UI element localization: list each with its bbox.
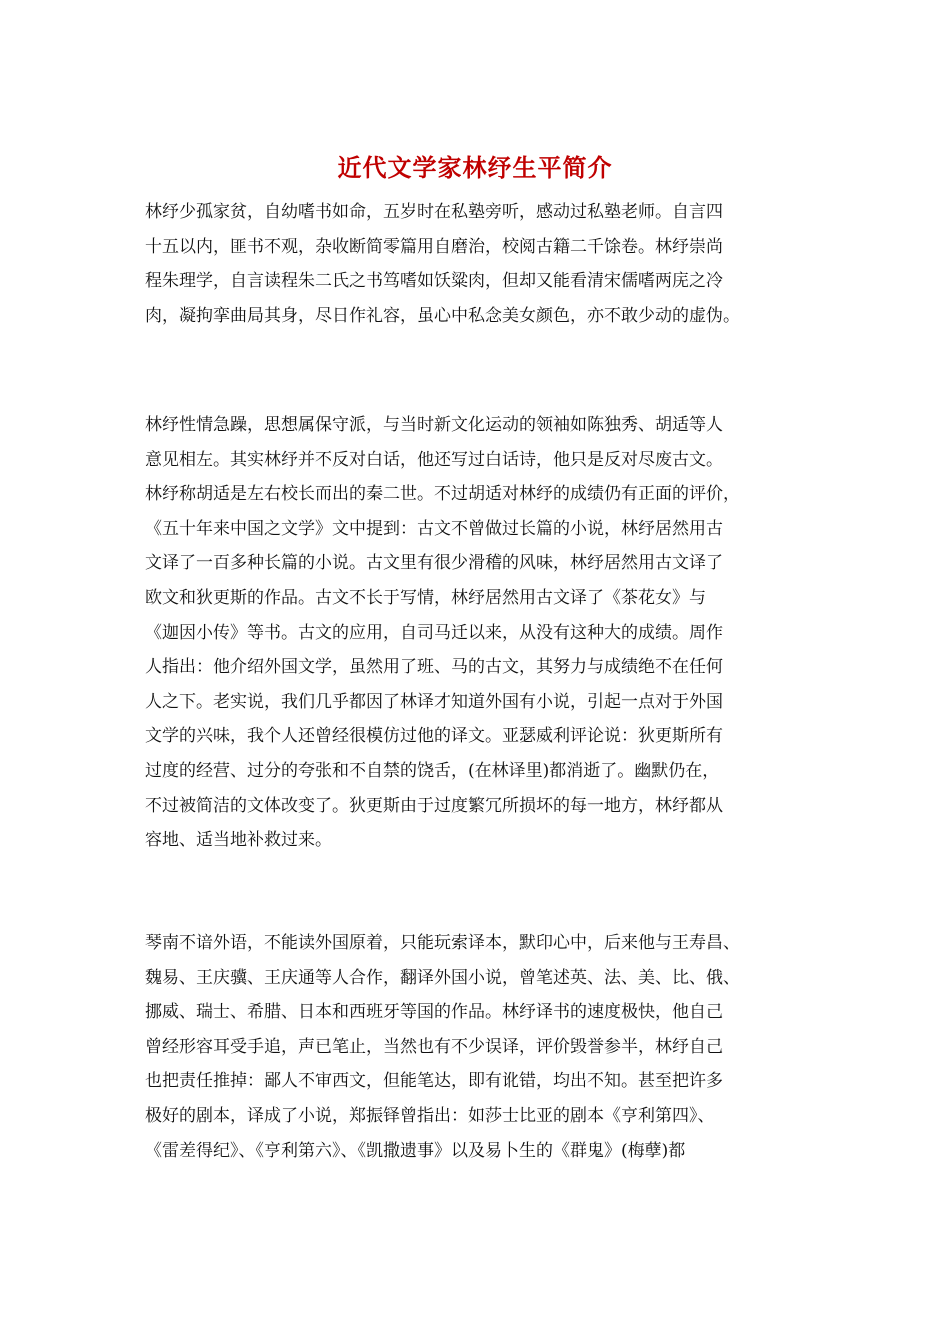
document-title: 近代文学家林纾生平简介 [337,154,613,182]
text-line: 极好的剧本，译成了小说，郑振铎曾指出：如莎士比亚的剧本《亨利第四》、 [145,1105,715,1126]
text-line: 文学的兴味，我个人还曾经很模仿过他的译文。亚瑟威利评论说：狄更斯所有 [145,726,723,747]
text-line: 林纾称胡适是左右校长而出的秦二世。不过胡适对林纾的成绩仍有正面的评价， [145,484,740,505]
text-line: 不过被简洁的文体改变了。狄更斯由于过度繁冗所损坏的每一地方，林纾都从 [145,795,723,816]
text-line: 欧文和狄更斯的作品。古文不长于写情，林纾居然用古文译了《茶花女》与 [145,587,706,608]
text-line: 琴南不谙外语，不能读外国原着，只能玩索译本，默印心中，后来他与王寿昌、 [145,933,740,953]
text-line: 林纾少孤家贫，自幼嗜书如命，五岁时在私塾旁听，感动过私塾老师。自言四 [145,202,723,222]
text-line: 人之下。老实说，我们几乎都因了林译才知道外国有小说，引起一点对于外国 [145,691,723,712]
text-line: 十五以内，匪书不观，杂收断简零篇用自磨治，校阅古籍二千馀卷。林纾崇尚 [145,236,723,257]
text-line: 《雷差得纪》、《亨利第六》、《凯撒遗事》以及易卜生的《群鬼》(梅孽)都 [145,1140,686,1161]
paragraph-2 [145,408,825,858]
text-line: 过度的经营、过分的夸张和不自禁的饶舌，(在林译里)都消逝了。幽默仍在， [145,760,720,781]
text-line: 也把责任推掉：鄙人不审西文，但能笔达，即有讹错，均出不知。甚至把许多 [145,1071,723,1092]
text-line: 容地、适当地补救过来。 [145,830,332,851]
text-line: 程朱理学，自言读程朱二氏之书笃嗜如饫粱肉，但却又能看清宋儒嗜两庑之冷 [145,271,723,292]
text-line: 文译了一百多种长篇的小说。古文里有很少滑稽的风味，林纾居然用古文译了 [145,553,723,574]
text-line: 挪威、瑞士、希腊、日本和西班牙等国的作品。林纾译书的速度极快，他自己 [145,1002,723,1023]
text-line: 意见相左。其实林纾并不反对白话，他还写过白话诗，他只是反对尽废古文。 [145,449,723,470]
paragraph-3 [145,926,825,1168]
text-line: 《迦因小传》等书。古文的应用，自司马迁以来，从没有这种大的成绩。周作 [145,622,723,643]
paragraph-1 [145,195,825,333]
text-line: 林纾性情急躁，思想属保守派，与当时新文化运动的领袖如陈独秀、胡适等人 [145,415,723,435]
text-line: 《五十年来中国之文学》文中提到：古文不曾做过长篇的小说，林纾居然用古 [145,518,723,539]
text-line: 肉，凝拘挛曲局其身，尽日作礼容，虽心中私念美女颜色，亦不敢少动的虚伪。 [145,305,740,326]
text-line: 魏易、王庆骥、王庆通等人合作，翻译外国小说，曾笔述英、法、美、比、俄、 [145,967,740,988]
text-line: 曾经形容耳受手追，声已笔止，当然也有不少误译，评价毁誉参半，林纾自己 [145,1036,723,1057]
text-line: 人指出：他介绍外国文学，虽然用了班、马的古文，其努力与成绩绝不在任何 [145,657,723,678]
